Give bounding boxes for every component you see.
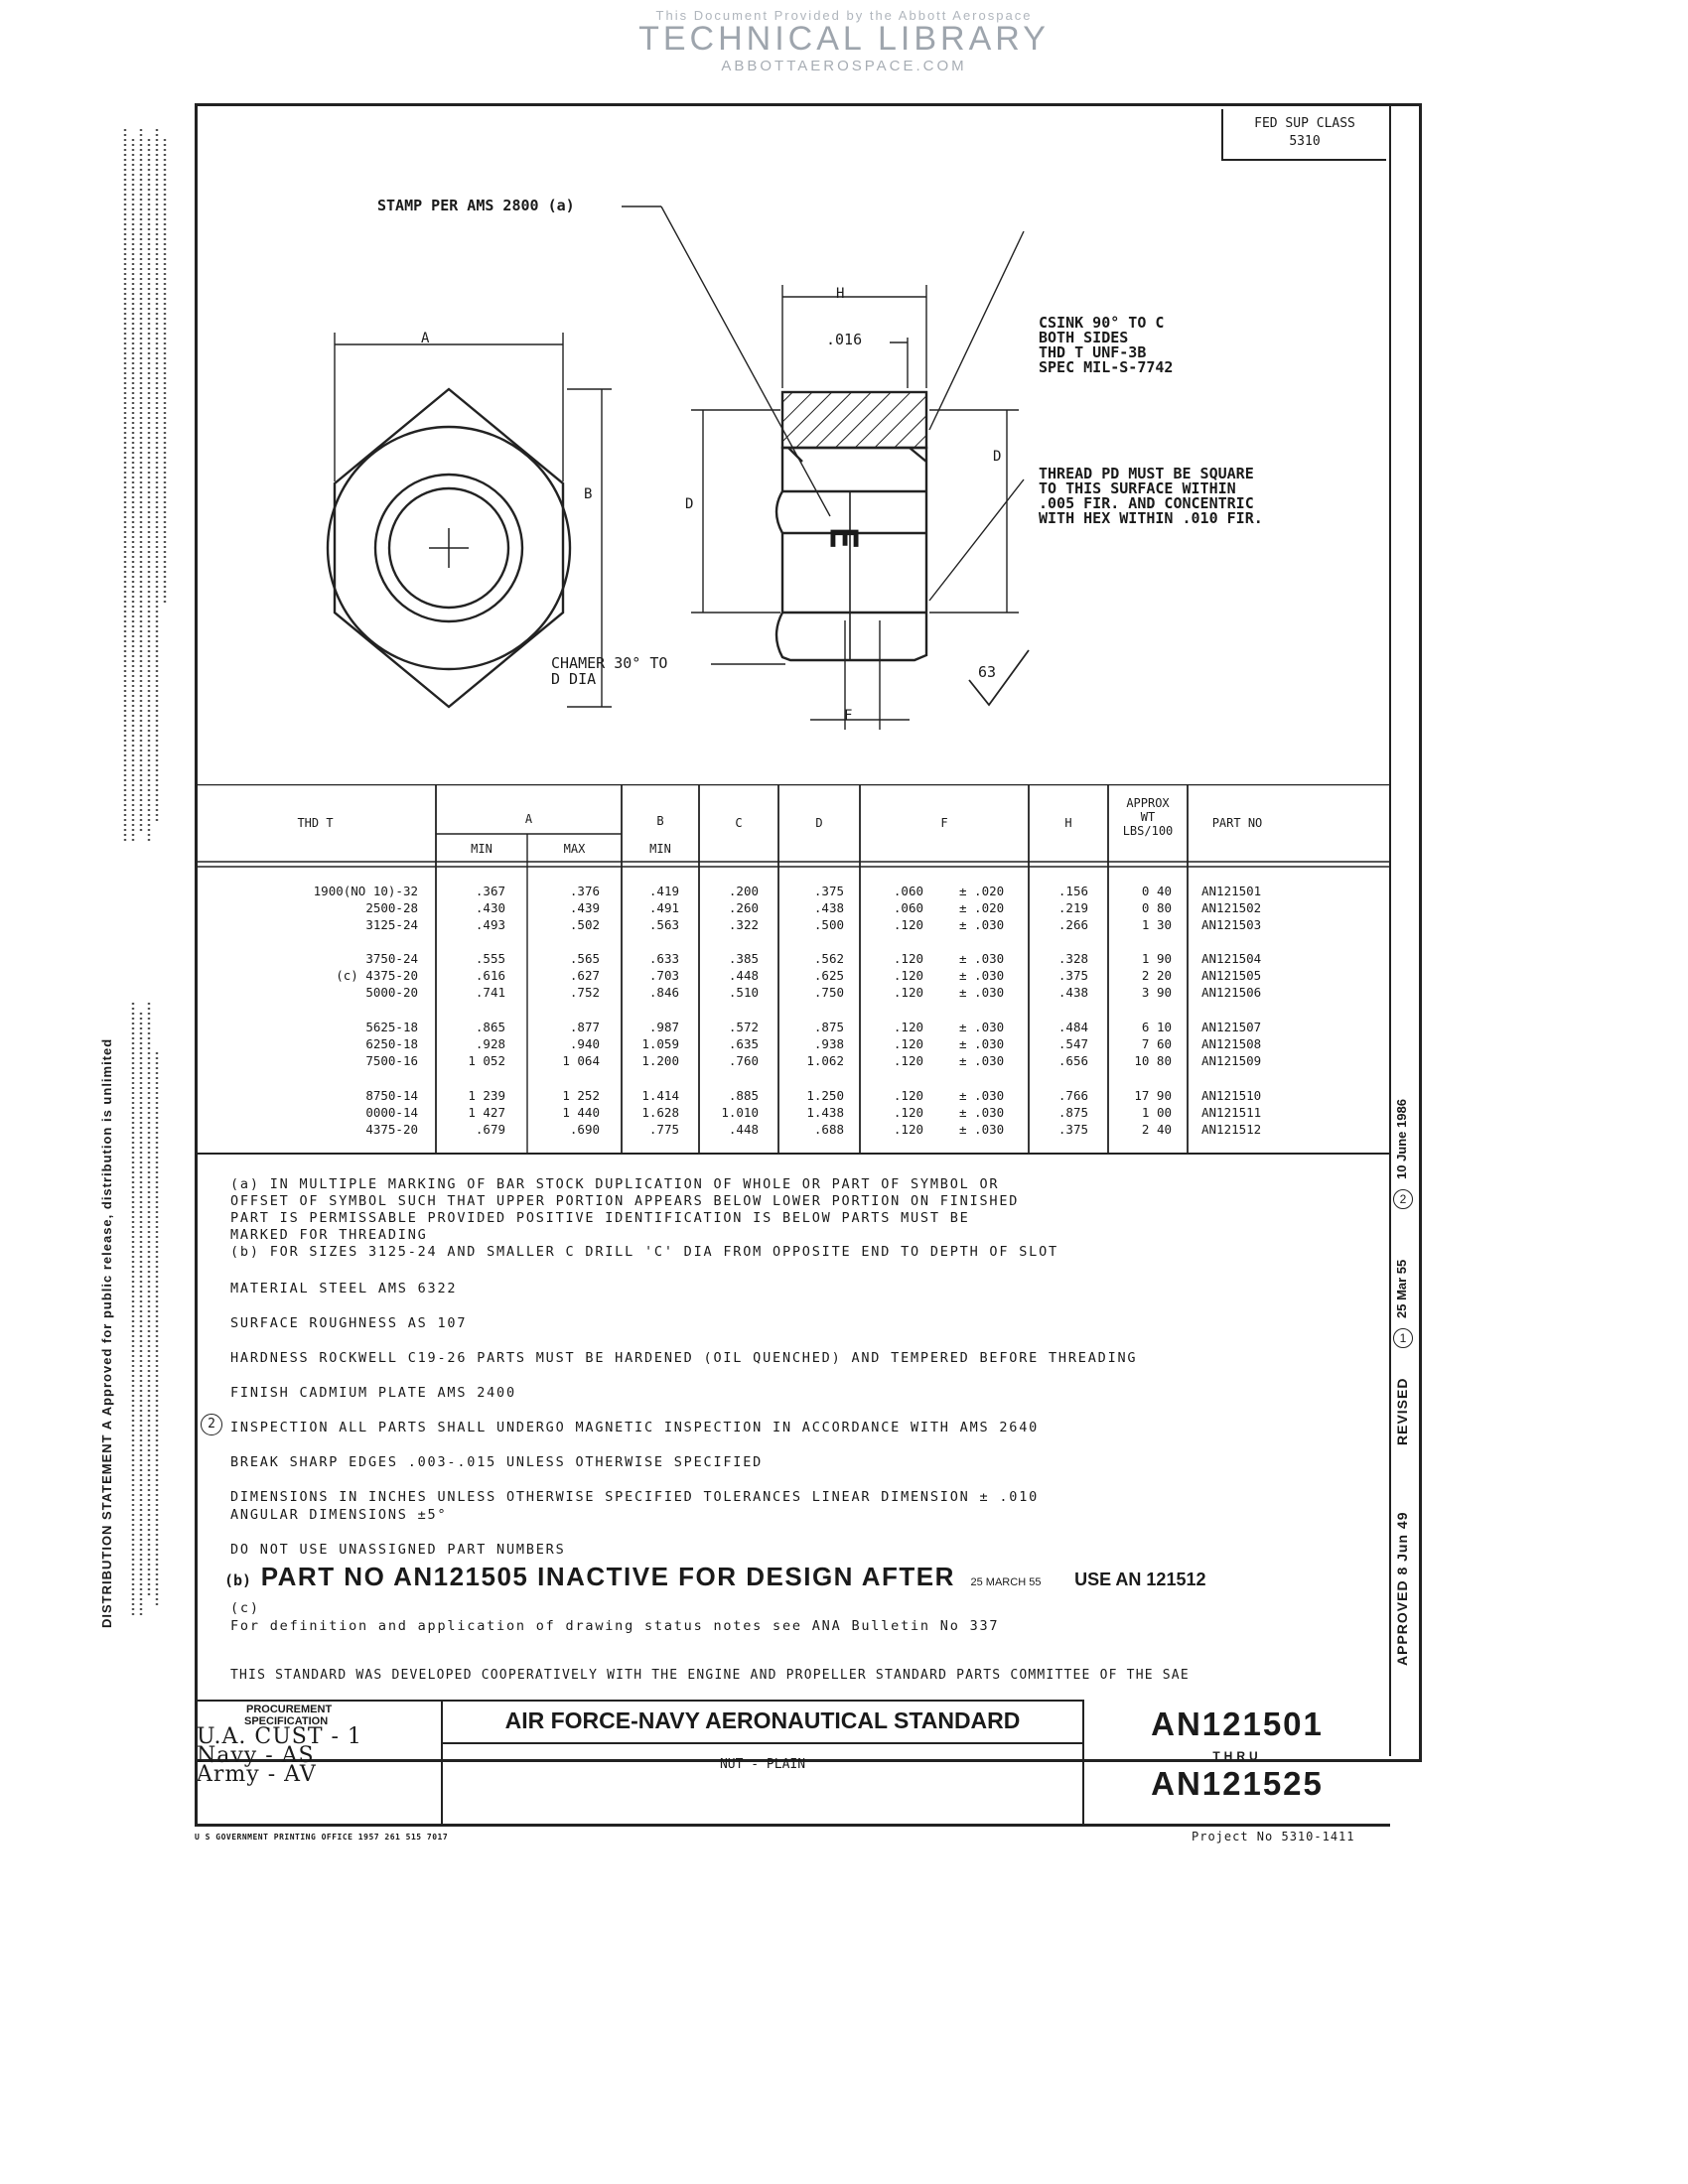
gpo-imprint: U S GOVERNMENT PRINTING OFFICE 1957 261 515 7017 — [195, 1833, 449, 1842]
dim-a-label: A — [421, 331, 430, 346]
cell-amax: 1 252 — [562, 1088, 600, 1103]
cell-tol: ± .030 — [959, 1053, 1005, 1068]
inactive-note-replacement: USE AN 121512 — [1074, 1570, 1206, 1589]
cell-amin: .679 — [475, 1122, 505, 1137]
cell-wt: 0 80 — [1141, 900, 1172, 915]
table-row — [195, 1088, 1390, 1105]
cell-thd: 1900(NO 10)-32 — [313, 884, 418, 898]
header-wt-line-2: WT — [1140, 810, 1156, 824]
inspection-revision-marker — [201, 1414, 222, 1435]
cell-d: 1.062 — [806, 1053, 844, 1068]
cell-c: .260 — [728, 900, 759, 915]
cell-tol: ± .030 — [959, 1020, 1005, 1034]
revision-1-marker — [1393, 1328, 1413, 1348]
dim-d-left-label: D — [685, 496, 694, 512]
cell-tol: ± .020 — [959, 900, 1005, 915]
cell-thd: 8750-14 — [365, 1088, 418, 1103]
cell-part: AN121505 — [1201, 968, 1262, 983]
cell-d: .875 — [813, 1020, 844, 1034]
watermark-technical-library: TECHNICAL LIBRARY — [638, 20, 1050, 58]
cell-d: .625 — [813, 968, 844, 983]
cell-h: .375 — [1057, 1122, 1088, 1137]
dimensions-note-2: ANGULAR DIMENSIONS ±5° — [230, 1507, 448, 1523]
header-wt-line-3: LBS/100 — [1122, 824, 1174, 838]
cell-h: .266 — [1057, 917, 1088, 932]
thread-line-4: WITH HEX WITHIN .010 FIR. — [1039, 509, 1263, 527]
cell-tol: ± .030 — [959, 985, 1005, 1000]
thread-line-2: TO THIS SURFACE WITHIN — [1039, 479, 1236, 497]
cell-c: 1.010 — [721, 1105, 759, 1120]
cell-wt: 10 80 — [1134, 1053, 1172, 1068]
cell-part: AN121510 — [1201, 1088, 1262, 1103]
cell-c: .322 — [728, 917, 759, 932]
revision-1-number: 1 — [1399, 1331, 1407, 1345]
cell-d: .562 — [813, 951, 844, 966]
cell-part: AN121503 — [1201, 917, 1262, 932]
chamfer-note — [551, 655, 667, 687]
revision-strip — [1389, 103, 1419, 1756]
note-c-text: For definition and application of drawing status notes see ANA Bulletin No 337 — [230, 1618, 1000, 1634]
revision-2-date: 10 June 1986 — [1394, 1099, 1409, 1179]
cell-tol: ± .020 — [959, 884, 1005, 898]
cell-thd: 3125-24 — [365, 917, 418, 932]
fed-sup-class-box — [1221, 109, 1386, 161]
cell-thd: 3750-24 — [365, 951, 418, 966]
cell-d: .750 — [813, 985, 844, 1000]
cell-c: .448 — [728, 1122, 759, 1137]
cell-amin: .493 — [475, 917, 505, 932]
cell-wt: 0 40 — [1141, 884, 1172, 898]
cell-c: .760 — [728, 1053, 759, 1068]
cell-d: 1.250 — [806, 1088, 844, 1103]
watermark-provided-by: This Document Provided by the Abbott Aerospace — [655, 8, 1033, 23]
cell-b: .775 — [648, 1122, 679, 1137]
cell-part: AN121506 — [1201, 985, 1262, 1000]
developed-note: THIS STANDARD WAS DEVELOPED COOPERATIVELY WITH THE ENGINE AND PROPELLER STANDARD PARTS COMMITTEE OF THE SAE — [230, 1668, 1190, 1683]
cell-part: AN121512 — [1201, 1122, 1262, 1137]
chamfer-line-2: D DIA — [551, 670, 597, 688]
cell-thd: (c) 4375-20 — [336, 968, 418, 983]
csink-line-2: BOTH SIDES — [1039, 329, 1129, 346]
cell-h: .219 — [1057, 900, 1088, 915]
cell-part: AN121509 — [1201, 1053, 1262, 1068]
cell-h: .547 — [1057, 1036, 1088, 1051]
csink-line-4: SPEC MIL-S-7742 — [1039, 358, 1174, 376]
cell-b: .633 — [648, 951, 679, 966]
distribution-statement: DISTRIBUTION STATEMENT A Approved for public release, distribution is unlimited — [99, 1037, 114, 1628]
table-header — [195, 784, 1390, 864]
cell-d: .500 — [813, 917, 844, 932]
part-range-from: AN121501 — [1151, 1706, 1324, 1742]
cell-c: .885 — [728, 1088, 759, 1103]
cell-wt: 7 60 — [1141, 1036, 1172, 1051]
procurement-label-1: PROCUREMENT — [246, 1704, 333, 1715]
dimensions-note-1: DIMENSIONS IN INCHES UNLESS OTHERWISE SPECIFIED TOLERANCES LINEAR DIMENSION ± .010 — [230, 1489, 1040, 1505]
inactive-note-text: PART NO AN121505 INACTIVE FOR DESIGN AFTER — [260, 1562, 955, 1591]
revised-label: REVISED — [1394, 1377, 1410, 1445]
cell-wt: 2 20 — [1141, 968, 1172, 983]
dim-d-right-label: D — [993, 449, 1002, 465]
cell-b: 1.414 — [641, 1088, 679, 1103]
procurement-navy: Navy - AS — [197, 1743, 315, 1768]
header-thd: THD T — [297, 816, 334, 830]
cell-h: .875 — [1057, 1105, 1088, 1120]
cell-c: .572 — [728, 1020, 759, 1034]
cell-amin: .616 — [475, 968, 505, 983]
cell-f: .120 — [893, 951, 923, 966]
cell-part: AN121507 — [1201, 1020, 1262, 1034]
cell-c: .200 — [728, 884, 759, 898]
cell-b: 1.059 — [641, 1036, 679, 1051]
part-range-thru: THRU — [1212, 1749, 1262, 1763]
inspection-revision-number: 2 — [208, 1417, 215, 1432]
side-view-hatched-cap — [782, 392, 926, 448]
cell-c: .385 — [728, 951, 759, 966]
surface-roughness-note: SURFACE ROUGHNESS AS 107 — [230, 1315, 468, 1331]
cell-wt: 1 90 — [1141, 951, 1172, 966]
cell-b: .987 — [648, 1020, 679, 1034]
cell-c: .510 — [728, 985, 759, 1000]
cell-b: .703 — [648, 968, 679, 983]
table-row — [195, 951, 1390, 968]
cell-part: AN121508 — [1201, 1036, 1262, 1051]
cell-wt: 1 30 — [1141, 917, 1172, 932]
header-wt-line-1: APPROX — [1126, 796, 1170, 810]
cell-wt: 2 40 — [1141, 1122, 1172, 1137]
dim-f-label: F — [844, 708, 853, 724]
thread-line-1: THREAD PD MUST BE SQUARE — [1039, 465, 1254, 482]
cell-amin: .367 — [475, 884, 505, 898]
cell-thd: 5625-18 — [365, 1020, 418, 1034]
cell-tol: ± .030 — [959, 1036, 1005, 1051]
cell-wt: 1 00 — [1141, 1105, 1172, 1120]
cell-b: .419 — [648, 884, 679, 898]
cell-tol: ± .030 — [959, 1105, 1005, 1120]
revision-1-date: 25 Mar 55 — [1394, 1259, 1409, 1318]
inactive-note — [224, 1562, 1206, 1592]
cell-tol: ± .030 — [959, 951, 1005, 966]
cell-f: .120 — [893, 985, 923, 1000]
standard-lower-box — [441, 1742, 1084, 1827]
procurement-army: Army - AV — [197, 1762, 317, 1787]
csink-line-1: CSINK 90° TO C — [1039, 314, 1165, 332]
finish-note: FINISH CADMIUM PLATE AMS 2400 — [230, 1385, 516, 1401]
note-b: (b) FOR SIZES 3125-24 AND SMALLER C DRILL 'C' DIA FROM OPPOSITE END TO DEPTH OF SLOT — [230, 1244, 1058, 1260]
cell-amin: 1 052 — [468, 1053, 505, 1068]
table-row — [195, 1036, 1390, 1053]
dim-h-label: H — [836, 286, 845, 302]
table-row — [195, 968, 1390, 985]
table-row — [195, 985, 1390, 1002]
project-number: Project No 5310-1411 — [1192, 1830, 1355, 1843]
thread-line-3: .005 FIR. AND CONCENTRIC — [1039, 494, 1254, 512]
cell-f: .120 — [893, 1105, 923, 1120]
thread-note — [1039, 467, 1263, 526]
table-row — [195, 917, 1390, 934]
cell-tol: ± .030 — [959, 1122, 1005, 1137]
table-row — [195, 1122, 1390, 1139]
cell-d: .938 — [813, 1036, 844, 1051]
inactive-note-date: 25 MARCH 55 — [970, 1576, 1042, 1588]
cell-h: .656 — [1057, 1053, 1088, 1068]
csink-line-3: THD T UNF-3B — [1039, 343, 1147, 361]
cell-part: AN121501 — [1201, 884, 1262, 898]
cell-thd: 6250-18 — [365, 1036, 418, 1051]
cell-amin: .741 — [475, 985, 505, 1000]
cell-d: .375 — [813, 884, 844, 898]
cell-h: .766 — [1057, 1088, 1088, 1103]
frame-bottom-left — [195, 1756, 198, 1827]
material-note: MATERIAL STEEL AMS 6322 — [230, 1281, 458, 1297]
stamp-symbol: E — [821, 526, 866, 550]
procurement-label-2: SPECIFICATION — [244, 1715, 329, 1727]
cell-part: AN121502 — [1201, 900, 1262, 915]
cell-amax: .627 — [569, 968, 600, 983]
note-a-line-3: PART IS PERMISSABLE PROVIDED POSITIVE IDENTIFICATION IS BELOW PARTS MUST BE — [230, 1210, 970, 1226]
cell-thd: 0000-14 — [365, 1105, 418, 1120]
finish-value: 63 — [978, 663, 997, 681]
cell-amin: .865 — [475, 1020, 505, 1034]
cell-h: .484 — [1057, 1020, 1088, 1034]
stamp-note: STAMP PER AMS 2800 (a) — [377, 197, 575, 214]
note-a-line-1: (a) IN MULTIPLE MARKING OF BAR STOCK DUPLICATION OF WHOLE OR PART OF SYMBOL OR — [230, 1176, 1000, 1192]
header-b-min: MIN — [649, 842, 671, 856]
header-b: B — [656, 814, 664, 828]
title-block-left-bottom — [195, 1756, 443, 1827]
cell-wt: 6 10 — [1141, 1020, 1172, 1034]
header-d: D — [815, 816, 823, 830]
csink-note — [1039, 316, 1173, 375]
cell-amin: .430 — [475, 900, 505, 915]
cell-h: .438 — [1057, 985, 1088, 1000]
header-a-min: MIN — [471, 842, 492, 856]
cell-f: .120 — [893, 1020, 923, 1034]
dim-016-label: .016 — [826, 331, 863, 348]
header-h: H — [1064, 816, 1072, 830]
cell-b: .563 — [648, 917, 679, 932]
cell-part: AN121511 — [1201, 1105, 1262, 1120]
cell-c: .448 — [728, 968, 759, 983]
hardness-note: HARDNESS ROCKWELL C19-26 PARTS MUST BE HARDENED (OIL QUENCHED) AND TEMPERED BEFORE THREADING — [230, 1350, 1138, 1366]
left-margin-fine-print — [117, 109, 177, 1628]
approved-date: APPROVED 8 Jun 49 — [1394, 1511, 1410, 1666]
cell-amin: 1 427 — [468, 1105, 505, 1120]
cell-amin: .928 — [475, 1036, 505, 1051]
part-range-box — [1084, 1700, 1390, 1827]
cell-f: .120 — [893, 1122, 923, 1137]
cell-c: .635 — [728, 1036, 759, 1051]
cell-f: .120 — [893, 1036, 923, 1051]
cell-amax: .376 — [569, 884, 600, 898]
note-a-line-4: MARKED FOR THREADING — [230, 1227, 428, 1243]
cell-thd: 7500-16 — [365, 1053, 418, 1068]
cell-d: .438 — [813, 900, 844, 915]
cell-d: 1.438 — [806, 1105, 844, 1120]
cell-amin: 1 239 — [468, 1088, 505, 1103]
cell-wt: 17 90 — [1134, 1088, 1172, 1103]
cell-amax: .877 — [569, 1020, 600, 1034]
table-row — [195, 884, 1390, 900]
cell-amax: .752 — [569, 985, 600, 1000]
procurement-af: U.A. CUST - 1 — [197, 1724, 362, 1749]
fed-sup-class-value: 5310 — [1289, 134, 1321, 149]
header-f: F — [940, 816, 948, 830]
note-a-line-2: OFFSET OF SYMBOL SUCH THAT UPPER PORTION APPEARS BELOW LOWER PORTION ON FINISHED — [230, 1193, 1020, 1209]
header-a-max: MAX — [563, 842, 586, 856]
cell-part: AN121504 — [1201, 951, 1262, 966]
cell-thd: 5000-20 — [365, 985, 418, 1000]
cell-amax: .439 — [569, 900, 600, 915]
cell-f: .060 — [893, 884, 923, 898]
break-edges-note: BREAK SHARP EDGES .003-.015 UNLESS OTHERWISE SPECIFIED — [230, 1454, 764, 1470]
cell-f: .120 — [893, 917, 923, 932]
cell-amax: 1 064 — [562, 1053, 600, 1068]
revision-2-number: 2 — [1399, 1192, 1407, 1206]
cell-f: .060 — [893, 900, 923, 915]
watermark-url: ABBOTTAEROSPACE.COM — [721, 58, 967, 74]
table-row — [195, 1053, 1390, 1070]
header-c: C — [735, 816, 743, 830]
header-wt — [1108, 796, 1188, 838]
cell-h: .156 — [1057, 884, 1088, 898]
table-row — [195, 900, 1390, 917]
table-row — [195, 1105, 1390, 1122]
cell-f: .120 — [893, 968, 923, 983]
cell-b: 1.200 — [641, 1053, 679, 1068]
cell-tol: ± .030 — [959, 1088, 1005, 1103]
inactive-note-mark: (b) — [224, 1571, 252, 1589]
cell-amax: .940 — [569, 1036, 600, 1051]
cell-wt: 3 90 — [1141, 985, 1172, 1000]
header-part: PART NO — [1211, 816, 1263, 830]
chamfer-line-1: CHAMER 30° TO — [551, 654, 668, 672]
cell-f: .120 — [893, 1053, 923, 1068]
cell-b: 1.628 — [641, 1105, 679, 1120]
cell-tol: ± .030 — [959, 968, 1005, 983]
table-row — [195, 1020, 1390, 1036]
fed-sup-class-label: FED SUP CLASS — [1254, 116, 1355, 131]
side-view-body — [776, 448, 926, 660]
cell-amax: 1 440 — [562, 1105, 600, 1120]
cell-amax: .565 — [569, 951, 600, 966]
dim-b-label: B — [584, 486, 593, 502]
standard-title: AIR FORCE-NAVY AERONAUTICAL STANDARD — [504, 1707, 1021, 1733]
cell-b: .846 — [648, 985, 679, 1000]
cell-amin: .555 — [475, 951, 505, 966]
cell-f: .120 — [893, 1088, 923, 1103]
cell-h: .375 — [1057, 968, 1088, 983]
part-subtitle: NUT - PLAIN — [719, 1757, 806, 1772]
cell-amax: .502 — [569, 917, 600, 932]
unassigned-note: DO NOT USE UNASSIGNED PART NUMBERS — [230, 1542, 566, 1558]
cell-thd: 2500-28 — [365, 900, 418, 915]
header-a: A — [524, 812, 533, 826]
cell-thd: 4375-20 — [365, 1122, 418, 1137]
part-range-to: AN121525 — [1151, 1765, 1324, 1802]
inspection-note: INSPECTION ALL PARTS SHALL UNDERGO MAGNETIC INSPECTION IN ACCORDANCE WITH AMS 2640 — [230, 1420, 1040, 1435]
cell-h: .328 — [1057, 951, 1088, 966]
cell-b: .491 — [648, 900, 679, 915]
cell-tol: ± .030 — [959, 917, 1005, 932]
note-c-mark: (c) — [230, 1600, 260, 1616]
cell-d: .688 — [813, 1122, 844, 1137]
cell-amax: .690 — [569, 1122, 600, 1137]
revision-2-marker — [1393, 1189, 1413, 1209]
